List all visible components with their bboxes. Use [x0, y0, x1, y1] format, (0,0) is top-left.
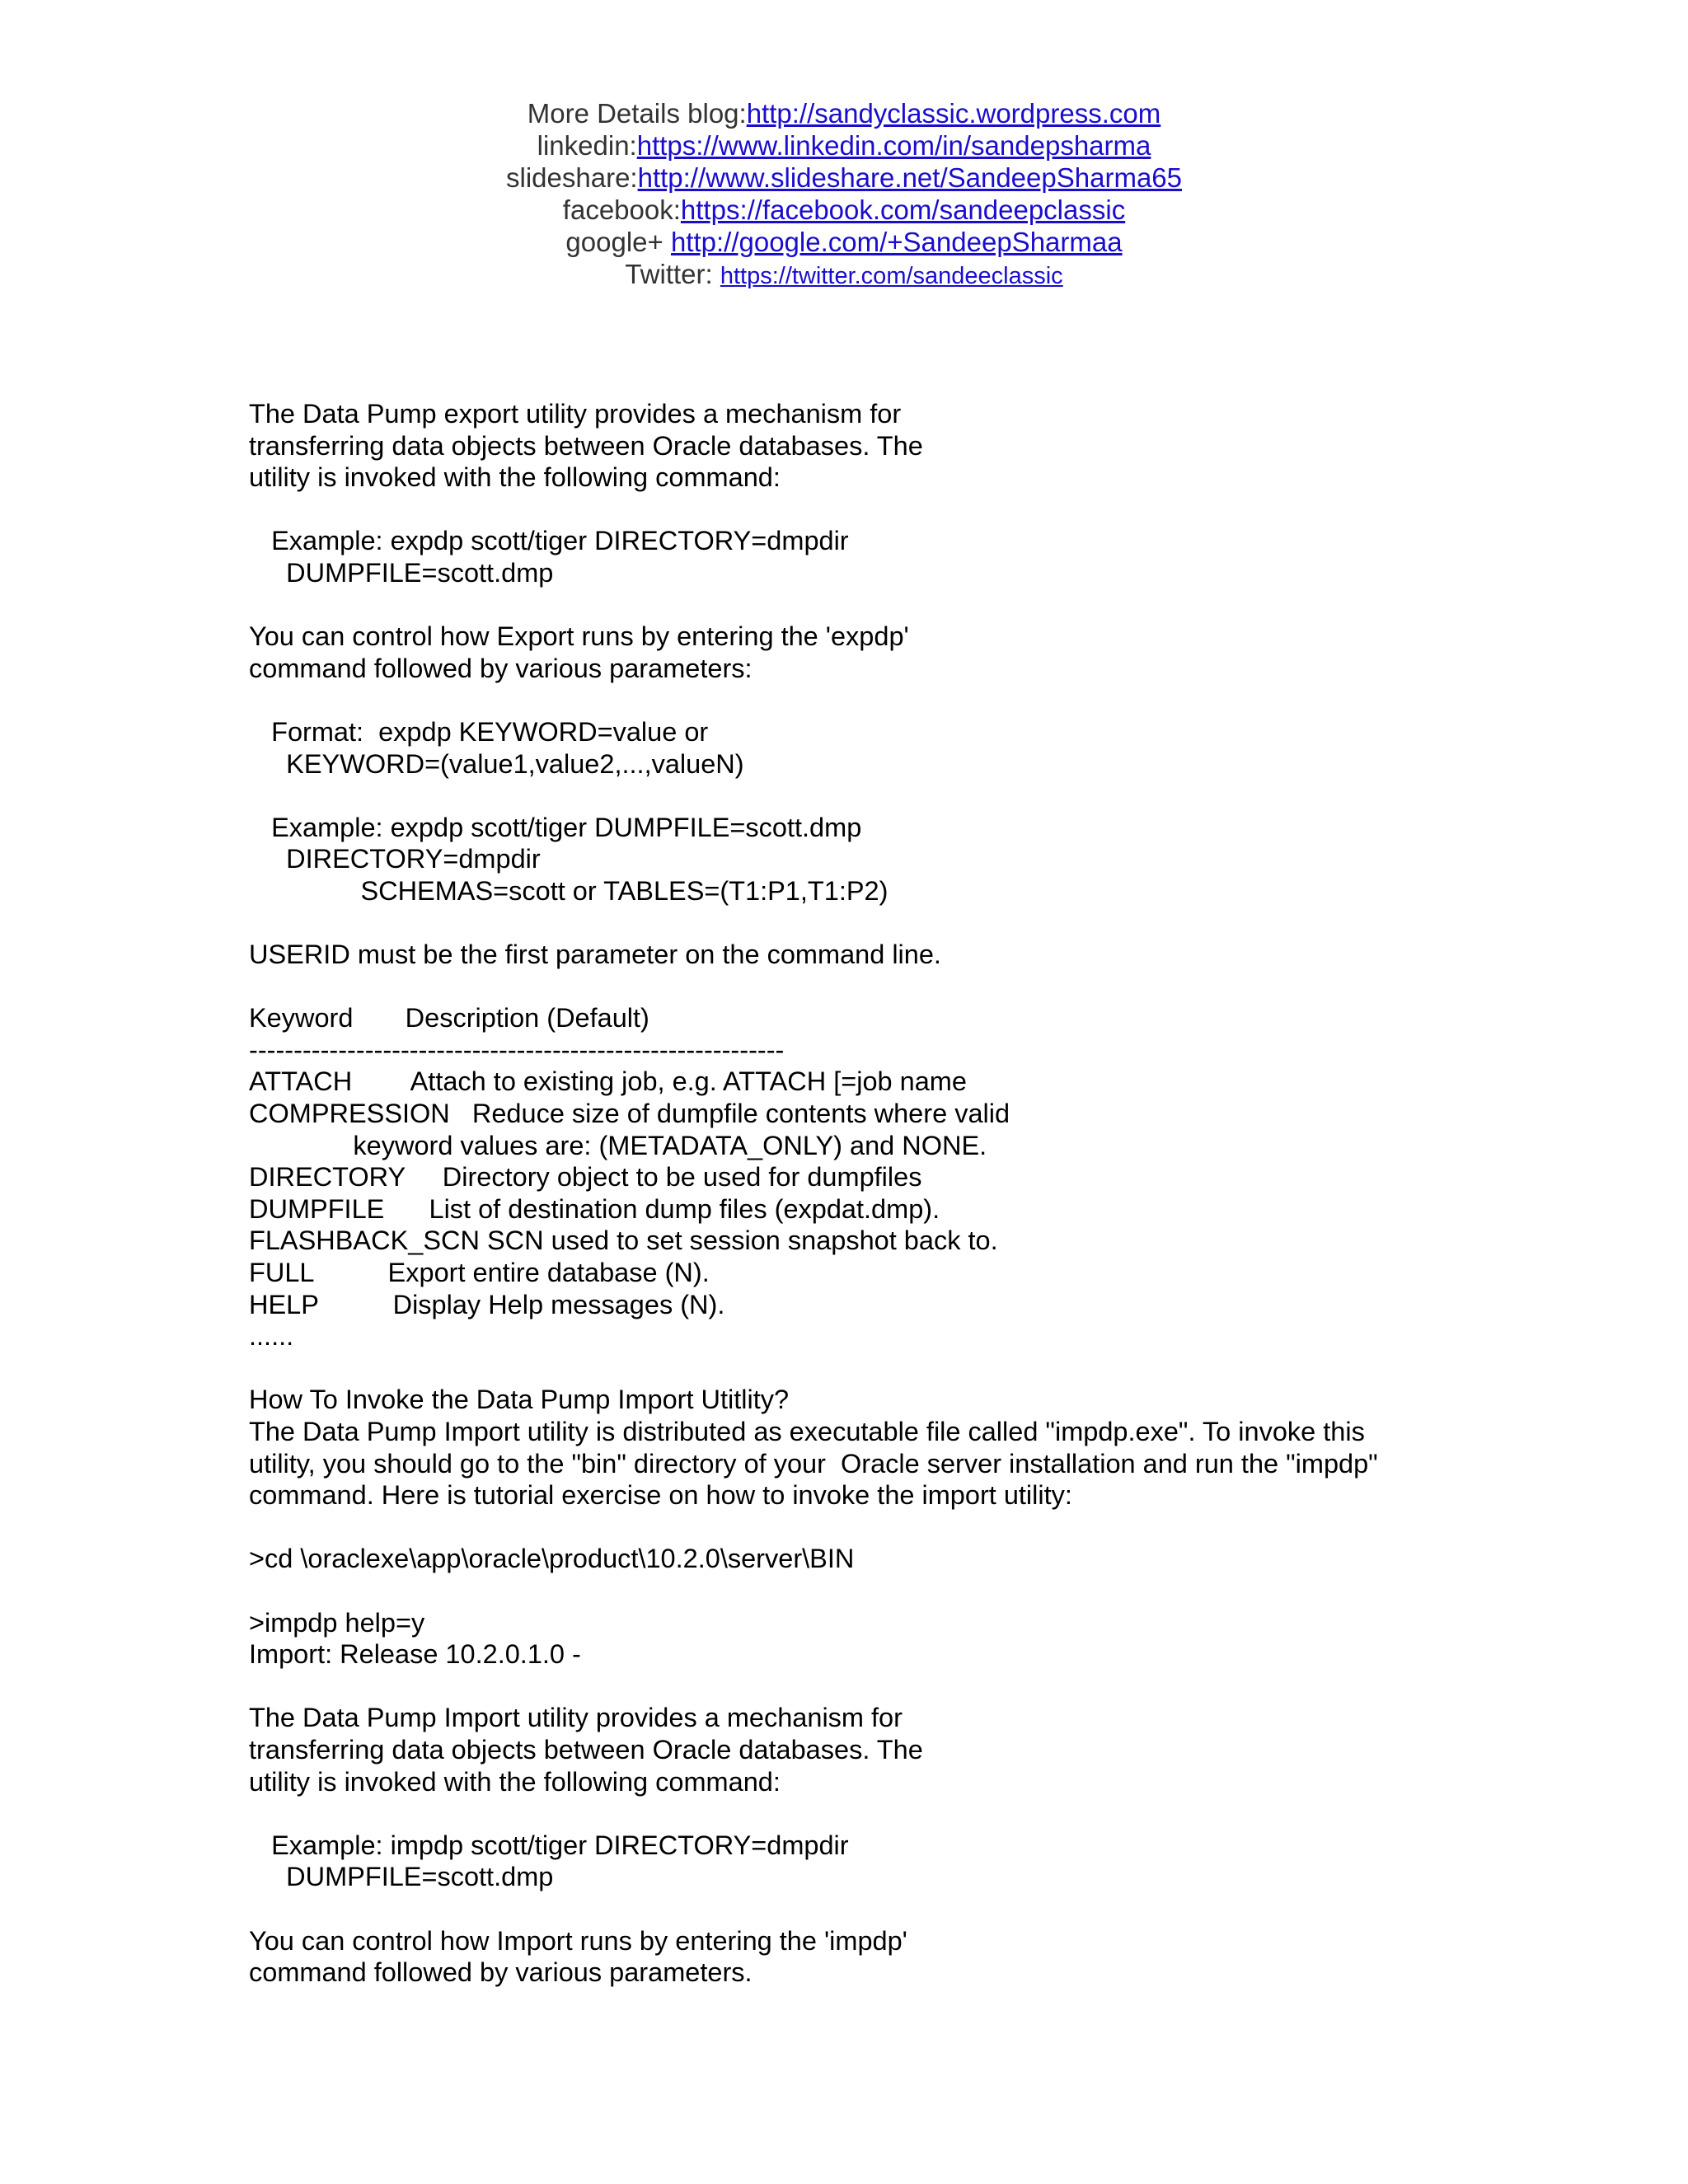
body-line: Example: expdp scott/tiger DIRECTORY=dmpdir — [249, 526, 849, 556]
body-line: ATTACH Attach to existing job, e.g. ATTACH [=job name — [249, 1066, 967, 1097]
body-line: COMPRESSION Reduce size of dumpfile contents where valid — [249, 1099, 1010, 1129]
body-line: Keyword Description (Default) — [249, 1003, 649, 1033]
body-line: utility is invoked with the following command: — [249, 462, 781, 493]
body-line: DUMPFILE List of destination dump files (expdat.dmp). — [249, 1193, 940, 1224]
blog-link[interactable]: http://sandyclassic.wordpress.com — [746, 98, 1161, 129]
body-line: You can control how Import runs by entering the 'impdp' — [249, 1925, 907, 1956]
facebook-label: facebook: — [562, 194, 681, 225]
body-line: Import: Release 10.2.0.1.0 - — [249, 1639, 581, 1670]
body-line: Format: expdp KEYWORD=value or — [249, 716, 709, 747]
body-line: You can control how Export runs by entering the 'expdp' — [249, 621, 909, 652]
body-line — [249, 1893, 1535, 1925]
body-line — [249, 1511, 1535, 1544]
body-line: transferring data objects between Oracle databases. The — [249, 1734, 923, 1765]
blog-label: More Details blog: — [527, 98, 747, 129]
body-line: utility, you should go to the "bin" directory of your Oracle server installation and run the "impdp" — [249, 1448, 1378, 1479]
body-line: DUMPFILE=scott.dmp — [249, 557, 554, 588]
body-line: keyword values are: (METADATA_ONLY) and NONE. — [249, 1130, 987, 1160]
google-line — [0, 226, 1688, 258]
twitter-link[interactable]: https://twitter.com/sandeeclassic — [720, 263, 1063, 289]
linkedin-line — [0, 129, 1688, 162]
facebook-line — [0, 194, 1688, 226]
twitter-label: Twitter: — [625, 259, 720, 289]
body-line: HELP Display Help messages (N). — [249, 1289, 725, 1319]
body-line: DIRECTORY=dmpdir — [249, 844, 541, 874]
body-line: command followed by various parameters. — [249, 1957, 753, 1988]
body-line: DIRECTORY Directory object to be used for dumpfiles — [249, 1162, 922, 1193]
body-line — [249, 684, 1535, 716]
body-line — [249, 1671, 1535, 1703]
body-line: utility is invoked with the following command: — [249, 1766, 781, 1797]
body-line — [249, 1575, 1535, 1607]
body-line: SCHEMAS=scott or TABLES=(T1:P1,T1:P2) — [249, 875, 889, 906]
body-line: >cd \oraclexe\app\oracle\product\10.2.0\server\BIN — [249, 1544, 855, 1574]
body-line: ...... — [249, 1321, 294, 1352]
slideshare-link[interactable]: http://www.slideshare.net/SandeepSharma65 — [637, 162, 1182, 193]
body-line: The Data Pump Import utility is distributed as executable file called "impdp.exe". To invoke this — [249, 1417, 1365, 1446]
body-line: How To Invoke the Data Pump Import Utitlity? — [249, 1385, 790, 1415]
body-line: command followed by various parameters: — [249, 653, 753, 683]
body-line: USERID must be the first parameter on the command line. — [249, 940, 941, 970]
linkedin-label: linkedin: — [537, 130, 637, 161]
facebook-link[interactable]: https://facebook.com/sandeepclassic — [680, 194, 1126, 225]
body-line — [249, 589, 1535, 621]
slideshare-line — [0, 162, 1688, 194]
slideshare-label: slideshare: — [506, 162, 638, 193]
body-line: Example: impdp scott/tiger DIRECTORY=dmpdir — [249, 1830, 849, 1860]
body-line: command. Here is tutorial exercise on how to invoke the import utility: — [249, 1480, 1072, 1511]
body-line — [249, 494, 1535, 526]
body-line: Example: expdp scott/tiger DUMPFILE=scott.dmp — [249, 812, 862, 842]
document-body — [249, 398, 1535, 1989]
social-links-header — [0, 97, 1688, 293]
body-line — [249, 971, 1535, 1003]
body-line — [249, 780, 1535, 812]
body-line: DUMPFILE=scott.dmp — [249, 1862, 554, 1892]
body-line: The Data Pump export utility provides a mechanism for — [249, 399, 902, 429]
body-line: ------------------------------------------------------------ — [249, 1034, 785, 1065]
body-line — [249, 907, 1535, 940]
google-label: google+ — [565, 227, 671, 257]
twitter-line — [0, 258, 1688, 293]
body-line — [249, 1352, 1535, 1385]
body-line: >impdp help=y — [249, 1607, 425, 1638]
linkedin-link[interactable]: https://www.linkedin.com/in/sandepsharma — [636, 130, 1151, 161]
body-line: transferring data objects between Oracle databases. The — [249, 430, 923, 461]
google-link[interactable]: http://google.com/+SandeepSharmaa — [670, 227, 1123, 257]
body-line: FULL Export entire database (N). — [249, 1258, 710, 1288]
body-line: KEYWORD=(value1,value2,...,valueN) — [249, 748, 744, 779]
body-line: FLASHBACK_SCN SCN used to set session snapshot back to. — [249, 1226, 998, 1256]
blog-line — [0, 97, 1688, 129]
body-line — [249, 1797, 1535, 1830]
body-line: The Data Pump Import utility provides a mechanism for — [249, 1703, 903, 1733]
